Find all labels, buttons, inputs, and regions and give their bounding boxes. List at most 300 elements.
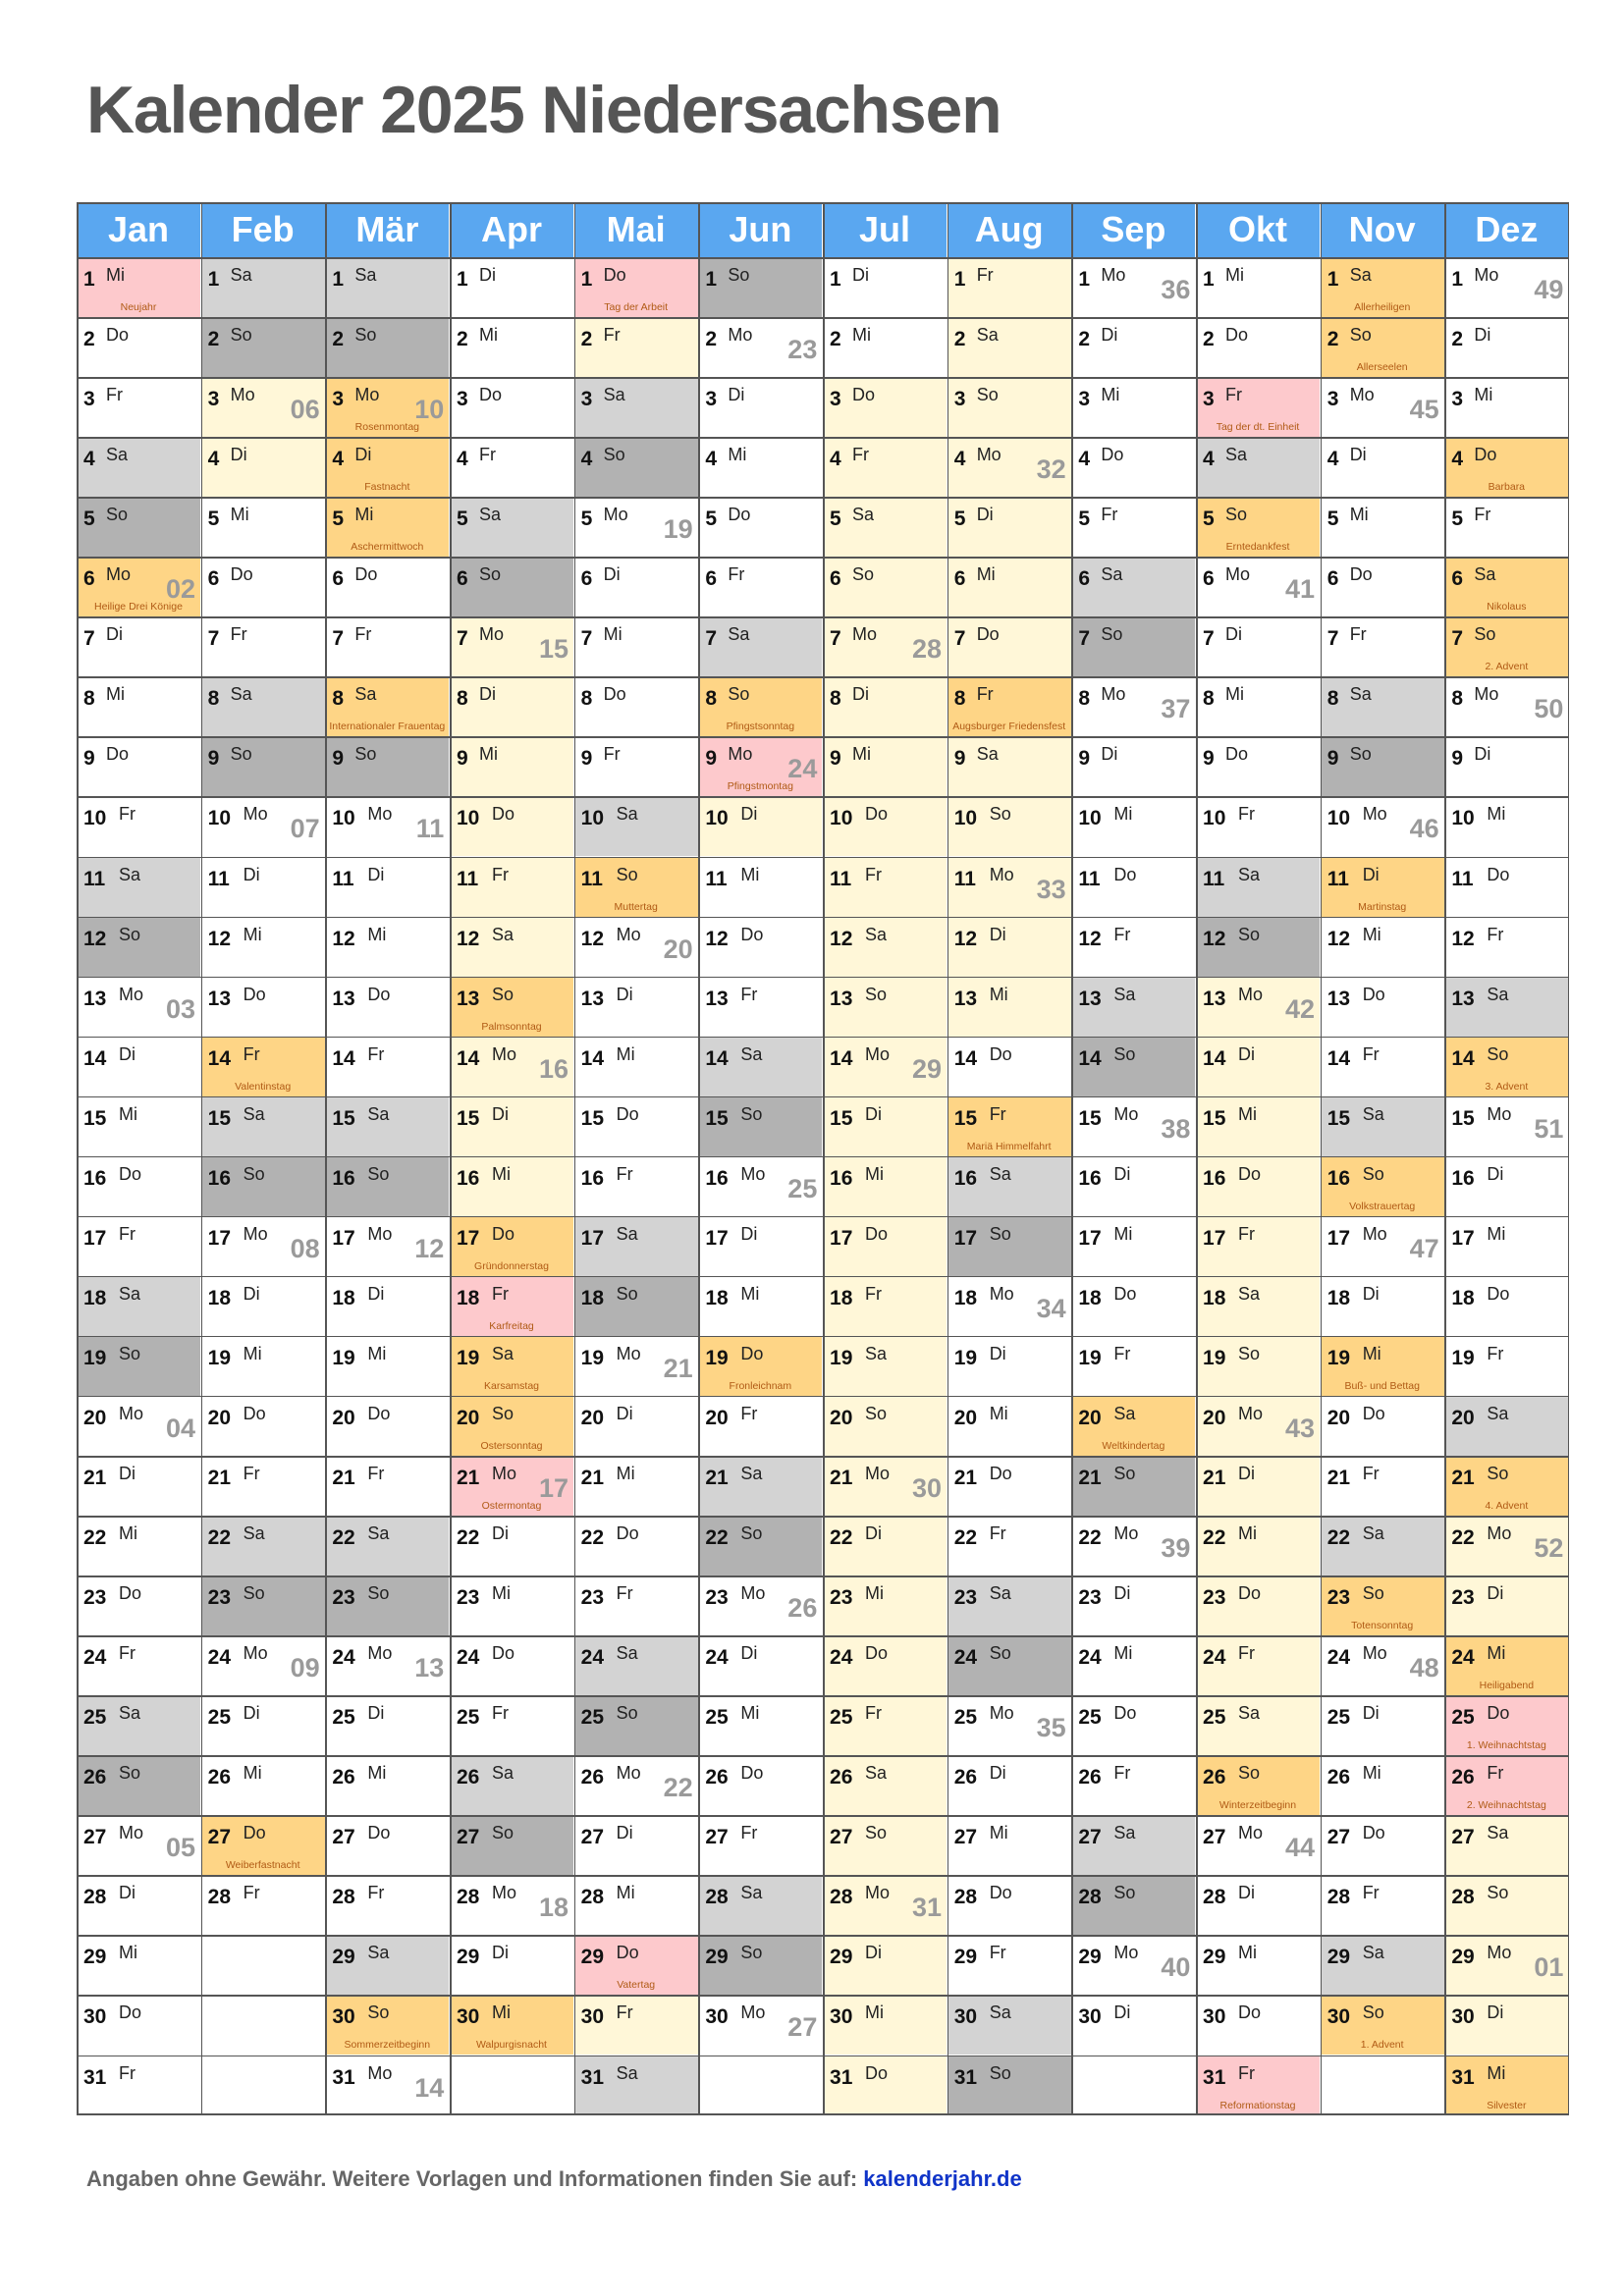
day-cell[interactable] — [1196, 1276, 1320, 1336]
day-cell[interactable] — [574, 1935, 698, 1995]
day-cell[interactable] — [1321, 317, 1444, 377]
day-cell[interactable] — [1444, 437, 1568, 497]
day-cell[interactable] — [450, 1216, 573, 1276]
day-cell[interactable] — [574, 1695, 698, 1755]
day-cell[interactable] — [574, 977, 698, 1037]
day-cell[interactable] — [1071, 1156, 1195, 1216]
day-cell[interactable] — [450, 917, 573, 977]
day-cell[interactable] — [823, 497, 947, 557]
day-cell[interactable] — [823, 1935, 947, 1995]
day-cell[interactable] — [77, 1755, 200, 1815]
day-cell[interactable] — [823, 317, 947, 377]
day-cell[interactable] — [1196, 1875, 1320, 1935]
day-cell[interactable] — [325, 1516, 449, 1575]
day-cell[interactable] — [698, 1396, 822, 1456]
day-cell[interactable] — [574, 1396, 698, 1456]
day-cell[interactable] — [698, 1037, 822, 1096]
day-cell[interactable] — [1444, 1037, 1568, 1096]
day-cell[interactable] — [574, 857, 698, 917]
day-cell[interactable] — [450, 1635, 573, 1695]
day-cell[interactable] — [1071, 736, 1195, 796]
day-cell[interactable] — [1071, 497, 1195, 557]
day-cell[interactable] — [201, 1336, 325, 1396]
day-cell[interactable] — [450, 1575, 573, 1635]
day-cell[interactable] — [1071, 317, 1195, 377]
day-cell[interactable] — [325, 1935, 449, 1995]
day-cell[interactable] — [698, 1995, 822, 2055]
day-cell[interactable] — [1444, 1216, 1568, 1276]
day-cell[interactable] — [1071, 1935, 1195, 1995]
day-cell[interactable] — [1321, 1635, 1444, 1695]
day-cell[interactable] — [574, 1156, 698, 1216]
day-cell[interactable] — [325, 1276, 449, 1336]
day-cell[interactable] — [325, 1755, 449, 1815]
day-cell[interactable] — [450, 1276, 573, 1336]
day-cell[interactable] — [77, 1935, 200, 1995]
day-cell[interactable] — [1444, 1695, 1568, 1755]
day-cell[interactable] — [574, 1575, 698, 1635]
day-cell[interactable] — [823, 1156, 947, 1216]
day-cell[interactable] — [201, 257, 325, 317]
day-cell[interactable] — [823, 1336, 947, 1396]
day-cell[interactable] — [1444, 497, 1568, 557]
day-cell[interactable] — [77, 1096, 200, 1156]
day-cell[interactable] — [201, 1516, 325, 1575]
day-cell[interactable] — [698, 497, 822, 557]
day-cell[interactable] — [1071, 977, 1195, 1037]
day-cell[interactable] — [1071, 796, 1195, 856]
day-cell[interactable] — [450, 616, 573, 676]
day-cell[interactable] — [947, 1456, 1071, 1516]
day-cell[interactable] — [1196, 317, 1320, 377]
day-cell[interactable] — [325, 1575, 449, 1635]
day-cell[interactable] — [574, 676, 698, 736]
day-cell[interactable] — [574, 1635, 698, 1695]
day-cell[interactable] — [823, 857, 947, 917]
day-cell[interactable] — [1196, 437, 1320, 497]
day-cell[interactable] — [450, 317, 573, 377]
day-cell[interactable] — [698, 1456, 822, 1516]
day-cell[interactable] — [201, 676, 325, 736]
day-cell[interactable] — [201, 977, 325, 1037]
day-cell[interactable] — [1321, 1156, 1444, 1216]
day-cell[interactable] — [574, 1875, 698, 1935]
day-cell[interactable] — [1444, 557, 1568, 616]
day-cell[interactable] — [1196, 377, 1320, 437]
day-cell[interactable] — [77, 1695, 200, 1755]
day-cell[interactable] — [698, 917, 822, 977]
day-cell[interactable] — [450, 1336, 573, 1396]
day-cell[interactable] — [77, 1216, 200, 1276]
day-cell[interactable] — [947, 1755, 1071, 1815]
day-cell[interactable] — [823, 1695, 947, 1755]
day-cell[interactable] — [325, 497, 449, 557]
day-cell[interactable] — [947, 1096, 1071, 1156]
day-cell[interactable] — [201, 557, 325, 616]
day-cell[interactable] — [698, 1935, 822, 1995]
day-cell[interactable] — [1321, 437, 1444, 497]
day-cell[interactable] — [1444, 1995, 1568, 2055]
day-cell[interactable] — [77, 317, 200, 377]
day-cell[interactable] — [823, 1875, 947, 1935]
day-cell[interactable] — [574, 1216, 698, 1276]
day-cell[interactable] — [325, 317, 449, 377]
day-cell[interactable] — [1321, 1216, 1444, 1276]
day-cell[interactable] — [450, 1875, 573, 1935]
day-cell[interactable] — [201, 377, 325, 437]
day-cell[interactable] — [1321, 1575, 1444, 1635]
day-cell[interactable] — [450, 736, 573, 796]
day-cell[interactable] — [698, 1336, 822, 1396]
day-cell[interactable] — [1071, 1995, 1195, 2055]
day-cell[interactable] — [574, 1456, 698, 1516]
day-cell[interactable] — [201, 1456, 325, 1516]
day-cell[interactable] — [201, 1815, 325, 1875]
day-cell[interactable] — [823, 736, 947, 796]
day-cell[interactable] — [823, 1815, 947, 1875]
day-cell[interactable] — [77, 1875, 200, 1935]
day-cell[interactable] — [201, 1156, 325, 1216]
day-cell[interactable] — [1321, 377, 1444, 437]
day-cell[interactable] — [77, 1516, 200, 1575]
day-cell[interactable] — [823, 1995, 947, 2055]
day-cell[interactable] — [77, 1456, 200, 1516]
day-cell[interactable] — [1321, 917, 1444, 977]
day-cell[interactable] — [1071, 257, 1195, 317]
day-cell[interactable] — [1321, 1037, 1444, 1096]
day-cell[interactable] — [325, 1635, 449, 1695]
day-cell[interactable] — [1321, 736, 1444, 796]
day-cell[interactable] — [947, 796, 1071, 856]
day-cell[interactable] — [77, 2056, 200, 2115]
day-cell[interactable] — [1196, 257, 1320, 317]
day-cell[interactable] — [574, 1516, 698, 1575]
day-cell[interactable] — [201, 1276, 325, 1336]
day-cell[interactable] — [947, 1156, 1071, 1216]
day-cell[interactable] — [1196, 796, 1320, 856]
day-cell[interactable] — [1071, 437, 1195, 497]
day-cell[interactable] — [1196, 917, 1320, 977]
day-cell[interactable] — [1444, 1575, 1568, 1635]
day-cell[interactable] — [325, 616, 449, 676]
day-cell[interactable] — [450, 1456, 573, 1516]
day-cell[interactable] — [947, 676, 1071, 736]
day-cell[interactable] — [823, 977, 947, 1037]
day-cell[interactable] — [823, 796, 947, 856]
day-cell[interactable] — [201, 736, 325, 796]
day-cell[interactable] — [1196, 1935, 1320, 1995]
day-cell[interactable] — [1071, 377, 1195, 437]
day-cell[interactable] — [201, 1216, 325, 1276]
day-cell[interactable] — [450, 1396, 573, 1456]
day-cell[interactable] — [325, 1037, 449, 1096]
day-cell[interactable] — [1321, 1995, 1444, 2055]
day-cell[interactable] — [325, 1875, 449, 1935]
day-cell[interactable] — [1196, 1216, 1320, 1276]
day-cell[interactable] — [77, 1336, 200, 1396]
day-cell[interactable] — [823, 1755, 947, 1815]
day-cell[interactable] — [201, 1096, 325, 1156]
day-cell[interactable] — [947, 917, 1071, 977]
day-cell[interactable] — [1321, 1096, 1444, 1156]
day-cell[interactable] — [1444, 1096, 1568, 1156]
day-cell[interactable] — [1196, 1815, 1320, 1875]
day-cell[interactable] — [201, 1037, 325, 1096]
day-cell[interactable] — [77, 437, 200, 497]
day-cell[interactable] — [325, 1156, 449, 1216]
day-cell[interactable] — [77, 557, 200, 616]
day-cell[interactable] — [450, 1695, 573, 1755]
day-cell[interactable] — [947, 736, 1071, 796]
day-cell[interactable] — [1196, 1156, 1320, 1216]
day-cell[interactable] — [574, 497, 698, 557]
day-cell[interactable] — [698, 1575, 822, 1635]
day-cell[interactable] — [574, 317, 698, 377]
day-cell[interactable] — [823, 1635, 947, 1695]
day-cell[interactable] — [1196, 616, 1320, 676]
day-cell[interactable] — [201, 497, 325, 557]
day-cell[interactable] — [77, 676, 200, 736]
day-cell[interactable] — [77, 1575, 200, 1635]
day-cell[interactable] — [1444, 1635, 1568, 1695]
day-cell[interactable] — [947, 1815, 1071, 1875]
day-cell[interactable] — [77, 736, 200, 796]
day-cell[interactable] — [1071, 1695, 1195, 1755]
day-cell[interactable] — [201, 1695, 325, 1755]
day-cell[interactable] — [1321, 497, 1444, 557]
day-cell[interactable] — [1321, 1456, 1444, 1516]
day-cell[interactable] — [325, 2056, 449, 2115]
day-cell[interactable] — [1196, 1755, 1320, 1815]
day-cell[interactable] — [1321, 857, 1444, 917]
day-cell[interactable] — [1444, 736, 1568, 796]
day-cell[interactable] — [823, 1096, 947, 1156]
day-cell[interactable] — [1444, 1935, 1568, 1995]
day-cell[interactable] — [450, 1037, 573, 1096]
day-cell[interactable] — [450, 1516, 573, 1575]
day-cell[interactable] — [1071, 1336, 1195, 1396]
day-cell[interactable] — [1444, 1396, 1568, 1456]
day-cell[interactable] — [1321, 796, 1444, 856]
day-cell[interactable] — [77, 857, 200, 917]
day-cell[interactable] — [823, 377, 947, 437]
day-cell[interactable] — [698, 736, 822, 796]
day-cell[interactable] — [947, 557, 1071, 616]
day-cell[interactable] — [698, 977, 822, 1037]
day-cell[interactable] — [947, 977, 1071, 1037]
day-cell[interactable] — [77, 616, 200, 676]
day-cell[interactable] — [698, 437, 822, 497]
day-cell[interactable] — [77, 377, 200, 437]
day-cell[interactable] — [325, 437, 449, 497]
day-cell[interactable] — [823, 917, 947, 977]
day-cell[interactable] — [450, 437, 573, 497]
day-cell[interactable] — [325, 857, 449, 917]
day-cell[interactable] — [947, 497, 1071, 557]
day-cell[interactable] — [698, 1755, 822, 1815]
day-cell[interactable] — [698, 1695, 822, 1755]
day-cell[interactable] — [1071, 1755, 1195, 1815]
day-cell[interactable] — [574, 257, 698, 317]
day-cell[interactable] — [1196, 1695, 1320, 1755]
day-cell[interactable] — [698, 317, 822, 377]
day-cell[interactable] — [77, 1156, 200, 1216]
day-cell[interactable] — [947, 1396, 1071, 1456]
day-cell[interactable] — [1196, 497, 1320, 557]
day-cell[interactable] — [574, 616, 698, 676]
day-cell[interactable] — [947, 1995, 1071, 2055]
day-cell[interactable] — [1444, 616, 1568, 676]
day-cell[interactable] — [201, 1635, 325, 1695]
day-cell[interactable] — [947, 1875, 1071, 1935]
day-cell[interactable] — [823, 1516, 947, 1575]
day-cell[interactable] — [1321, 616, 1444, 676]
day-cell[interactable] — [325, 736, 449, 796]
day-cell[interactable] — [201, 437, 325, 497]
day-cell[interactable] — [450, 557, 573, 616]
day-cell[interactable] — [947, 1216, 1071, 1276]
day-cell[interactable] — [698, 857, 822, 917]
day-cell[interactable] — [947, 1635, 1071, 1695]
day-cell[interactable] — [698, 616, 822, 676]
day-cell[interactable] — [698, 557, 822, 616]
day-cell[interactable] — [1444, 977, 1568, 1037]
day-cell[interactable] — [325, 257, 449, 317]
day-cell[interactable] — [1071, 857, 1195, 917]
day-cell[interactable] — [1444, 1516, 1568, 1575]
day-cell[interactable] — [1444, 1456, 1568, 1516]
day-cell[interactable] — [1071, 676, 1195, 736]
day-cell[interactable] — [1196, 1096, 1320, 1156]
day-cell[interactable] — [574, 1815, 698, 1875]
day-cell[interactable] — [1321, 257, 1444, 317]
day-cell[interactable] — [201, 796, 325, 856]
day-cell[interactable] — [325, 796, 449, 856]
day-cell[interactable] — [1071, 1456, 1195, 1516]
day-cell[interactable] — [1071, 917, 1195, 977]
day-cell[interactable] — [325, 917, 449, 977]
day-cell[interactable] — [201, 1575, 325, 1635]
day-cell[interactable] — [1196, 736, 1320, 796]
day-cell[interactable] — [201, 1396, 325, 1456]
day-cell[interactable] — [823, 437, 947, 497]
day-cell[interactable] — [77, 1815, 200, 1875]
day-cell[interactable] — [325, 1456, 449, 1516]
day-cell[interactable] — [1444, 1755, 1568, 1815]
day-cell[interactable] — [1196, 1635, 1320, 1695]
day-cell[interactable] — [325, 1396, 449, 1456]
day-cell[interactable] — [1196, 676, 1320, 736]
day-cell[interactable] — [1196, 1396, 1320, 1456]
day-cell[interactable] — [1444, 857, 1568, 917]
day-cell[interactable] — [574, 437, 698, 497]
day-cell[interactable] — [1196, 1336, 1320, 1396]
day-cell[interactable] — [1071, 1276, 1195, 1336]
day-cell[interactable] — [1196, 557, 1320, 616]
day-cell[interactable] — [823, 1276, 947, 1336]
day-cell[interactable] — [947, 1695, 1071, 1755]
day-cell[interactable] — [574, 2056, 698, 2115]
day-cell[interactable] — [698, 1516, 822, 1575]
day-cell[interactable] — [947, 1575, 1071, 1635]
day-cell[interactable] — [1444, 1276, 1568, 1336]
day-cell[interactable] — [574, 377, 698, 437]
day-cell[interactable] — [574, 796, 698, 856]
day-cell[interactable] — [1196, 1516, 1320, 1575]
day-cell[interactable] — [698, 1635, 822, 1695]
day-cell[interactable] — [325, 676, 449, 736]
day-cell[interactable] — [77, 497, 200, 557]
day-cell[interactable] — [698, 1875, 822, 1935]
day-cell[interactable] — [1444, 917, 1568, 977]
day-cell[interactable] — [450, 857, 573, 917]
day-cell[interactable] — [1071, 616, 1195, 676]
day-cell[interactable] — [1196, 1037, 1320, 1096]
day-cell[interactable] — [947, 1037, 1071, 1096]
day-cell[interactable] — [1071, 1635, 1195, 1695]
day-cell[interactable] — [450, 1156, 573, 1216]
day-cell[interactable] — [450, 676, 573, 736]
day-cell[interactable] — [574, 1037, 698, 1096]
day-cell[interactable] — [1071, 557, 1195, 616]
day-cell[interactable] — [1444, 257, 1568, 317]
day-cell[interactable] — [77, 796, 200, 856]
day-cell[interactable] — [1321, 1875, 1444, 1935]
day-cell[interactable] — [1444, 317, 1568, 377]
day-cell[interactable] — [574, 1336, 698, 1396]
day-cell[interactable] — [1321, 1276, 1444, 1336]
day-cell[interactable] — [77, 1396, 200, 1456]
day-cell[interactable] — [698, 676, 822, 736]
day-cell[interactable] — [947, 857, 1071, 917]
day-cell[interactable] — [1196, 1575, 1320, 1635]
day-cell[interactable] — [823, 616, 947, 676]
day-cell[interactable] — [574, 557, 698, 616]
day-cell[interactable] — [1321, 1695, 1444, 1755]
day-cell[interactable] — [1321, 1755, 1444, 1815]
day-cell[interactable] — [325, 1336, 449, 1396]
day-cell[interactable] — [698, 1156, 822, 1216]
day-cell[interactable] — [574, 736, 698, 796]
day-cell[interactable] — [1196, 977, 1320, 1037]
day-cell[interactable] — [947, 377, 1071, 437]
day-cell[interactable] — [823, 1037, 947, 1096]
day-cell[interactable] — [325, 1216, 449, 1276]
day-cell[interactable] — [698, 1276, 822, 1336]
day-cell[interactable] — [450, 1935, 573, 1995]
day-cell[interactable] — [77, 257, 200, 317]
day-cell[interactable] — [947, 437, 1071, 497]
day-cell[interactable] — [77, 977, 200, 1037]
day-cell[interactable] — [698, 1216, 822, 1276]
day-cell[interactable] — [450, 1755, 573, 1815]
day-cell[interactable] — [1444, 377, 1568, 437]
day-cell[interactable] — [1071, 1396, 1195, 1456]
day-cell[interactable] — [325, 557, 449, 616]
day-cell[interactable] — [450, 1096, 573, 1156]
day-cell[interactable] — [450, 497, 573, 557]
day-cell[interactable] — [698, 377, 822, 437]
day-cell[interactable] — [77, 1276, 200, 1336]
day-cell[interactable] — [698, 1096, 822, 1156]
day-cell[interactable] — [1071, 1815, 1195, 1875]
day-cell[interactable] — [1444, 1336, 1568, 1396]
day-cell[interactable] — [1196, 2056, 1320, 2115]
day-cell[interactable] — [947, 1935, 1071, 1995]
day-cell[interactable] — [823, 557, 947, 616]
day-cell[interactable] — [574, 1995, 698, 2055]
day-cell[interactable] — [1444, 1875, 1568, 1935]
